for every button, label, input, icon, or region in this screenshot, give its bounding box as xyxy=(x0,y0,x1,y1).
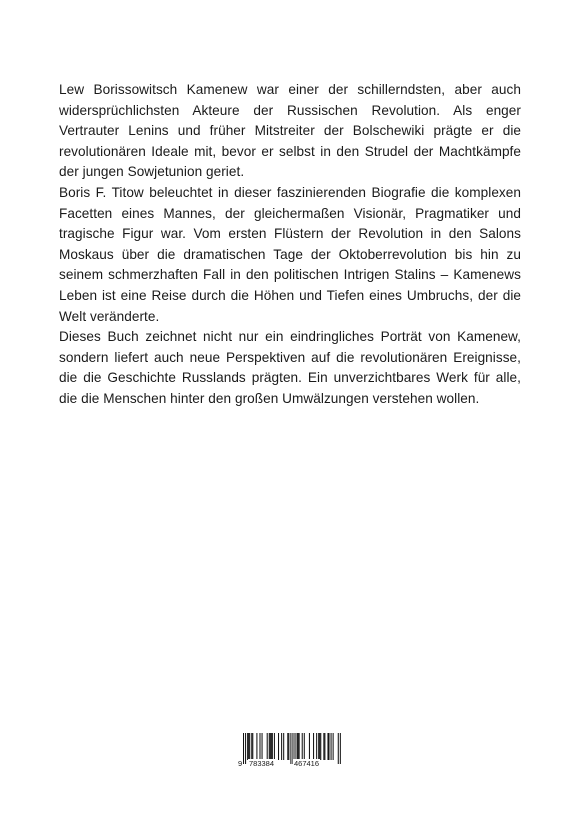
barcode-bar xyxy=(304,733,305,760)
blurb-paragraph-3: Dieses Buch zeichnet nicht nur ein eindringliches Porträt von Kamenew, sondern liefert auch neue Perspektiven auf die revolutionären Ereignisse, die die Geschichte Russlands prägten. Ein unverzichtbares Werk für alle, die die Menschen hinter den großen Umwälzungen verstehen wollen. xyxy=(59,329,521,406)
barcode-bar xyxy=(274,733,275,760)
barcode-bar xyxy=(313,733,314,760)
barcode-left-group: 783384 xyxy=(249,759,275,768)
barcode-bar xyxy=(333,733,334,760)
isbn-barcode xyxy=(235,733,345,769)
barcode-bar xyxy=(299,733,300,760)
barcode-bar xyxy=(328,733,329,760)
barcode-bar xyxy=(309,733,310,760)
barcode-bar xyxy=(252,733,253,760)
barcode-bar xyxy=(331,733,332,760)
barcode-bar xyxy=(259,733,260,760)
barcode-bar xyxy=(323,733,324,760)
barcode-bar xyxy=(248,733,249,760)
barcode-bar xyxy=(320,733,321,760)
barcode-bar xyxy=(283,733,284,760)
barcode-bar xyxy=(327,733,328,760)
barcode-bar xyxy=(249,733,250,760)
blurb-text xyxy=(59,80,521,410)
barcode-bar xyxy=(262,733,263,760)
barcode-bar xyxy=(297,733,298,760)
barcode-bar xyxy=(281,733,282,760)
barcode-bar xyxy=(316,733,317,760)
barcode-bar xyxy=(298,733,299,760)
barcode-bar xyxy=(271,733,272,760)
blurb-paragraph-2: Boris F. Titow beleuchtet in dieser faszinierenden Biografie die komplexen Facetten eines Mannes, der gleichermaßen Visionär, Pragmatiker und tragische Figur war. Vom ersten Flüstern der Revolution in den Salons Moskaus über die dramatischen Tage der Oktoberrevolution bis hin zu seinem schmerzhaften Fall in den politischen Intrigen Stalins – Kamenews Leben ist eine Reise durch die Höhen und Tiefen eines Umbruchs, der die Welt veränderte. xyxy=(59,184,521,324)
barcode-bar xyxy=(278,733,279,760)
barcode-bar xyxy=(318,733,319,760)
barcode-right-group: 467416 xyxy=(294,759,320,768)
barcode-bar xyxy=(295,733,296,760)
barcode-bar xyxy=(269,733,270,760)
barcode-bar xyxy=(247,733,248,760)
blurb-paragraph-1: Lew Borissowitsch Kamenew war einer der schillerndsten, aber auch widersprüchlichsten Akteure der Russischen Revolution. Als enger Vertrauter Lenins und früher Mitstreiter der Bolschewiki prägte er die revolutionären Ideale mit, bevor er selbst in den Strudel der Machtkämpfe der jungen Sowjetunion geriet. xyxy=(59,82,521,180)
barcode-bar xyxy=(288,733,289,760)
barcode-bar xyxy=(251,733,252,760)
barcode-bar xyxy=(324,733,325,760)
barcode-lead-digit: 9 xyxy=(238,759,243,768)
barcode-bar xyxy=(302,733,303,760)
barcode-bar xyxy=(256,733,257,760)
barcode-bar xyxy=(287,733,288,760)
barcode-digits xyxy=(235,759,345,769)
barcode-bar xyxy=(272,733,273,760)
barcode-bar xyxy=(270,733,271,760)
barcode-bar xyxy=(267,733,268,760)
barcode-bar xyxy=(319,733,320,760)
